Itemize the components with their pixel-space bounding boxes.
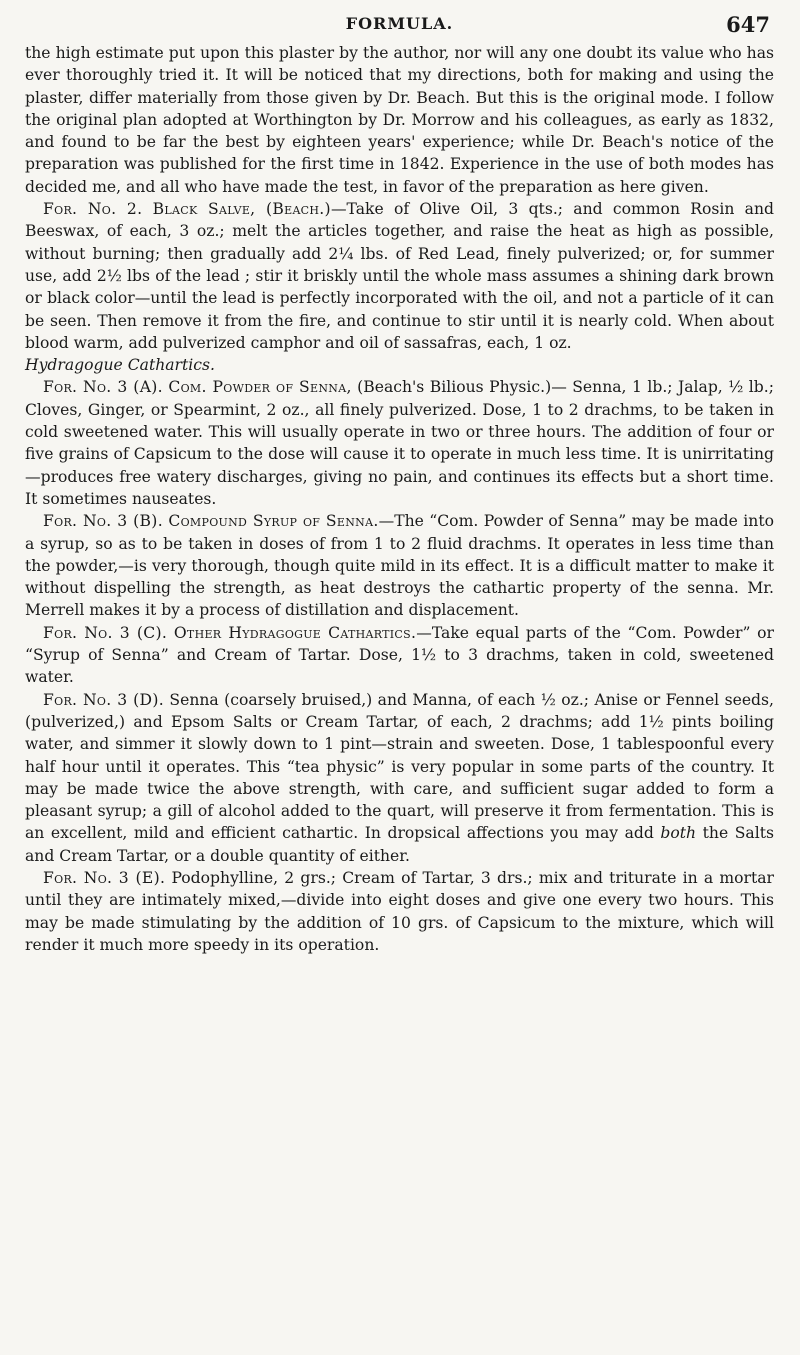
formula-title: Other Hydragogue Cathartics. [173, 623, 417, 642]
section-heading: Hydragogue Cathartics. [25, 356, 215, 375]
page-number: 647 [726, 12, 770, 37]
formula-text: —Take equal parts of the “Com. Powder” or “Syrup of Senna” and Cream of Tartar. Dose, 1½ to 3 drachms, taken in cold, sweetened water. [25, 623, 774, 687]
formula-3e-paragraph [25, 867, 774, 956]
formula-label: For. No. 3 (B). [43, 512, 163, 531]
formula-text: Senna (coarsely bruised,) and Manna, of each ½ oz.; Anise or Fennel seeds, (pulverized,) and Epsom Salts or Cream Tartar, of each, 2 drachms; add 1½ pints boiling water, and simmer it slowly down to 1 pint—strain and sweeten. Dose, 1 tablespoonful every half hour until it operates. This “tea physic” is very popular in some parts of the country. It may be made twice the above strength, with care, and sufficient sugar added to form a pleasant syrup; a gill of alcohol added to the quart, will preserve it from fermentation. This is an excellent, mild and efficient cathartic. In dropsical affections you may add [25, 690, 774, 843]
formula-title: Black Salve, (Beach.) [152, 200, 331, 219]
emphasis-text: both [660, 824, 697, 843]
page-header [25, 8, 774, 42]
formula-label: For. No. 3 (D). [43, 690, 164, 709]
formula-text: (Beach's Bilious Physic.)— Senna, 1 lb.; Jalap, ½ lb.; Cloves, Ginger, or Spearmint, 2 oz., all finely pulverized. Dose, 1 to 2 drachms, to be taken in cold sweetened water. This will usually operate in two or three hours. The addition of four or five grains of Capsicum to the dose will cause it to operate in much less time. It is unirritating—produces free watery discharges, giving no pain, and continues its effects but a short time. It sometimes nauseates. [25, 378, 774, 508]
formula-title: Compound Syrup of Senna. [168, 512, 379, 531]
formula-text: —Take of Olive Oil, 3 qts.; and common Rosin and Beeswax, of each, 3 oz.; melt the articles together, and raise the heat as high as possible, without burning; then gradually add 2¼ lbs. of Red Lead, finely pulverized; or, for summer use, add 2½ lbs of the lead ; stir it briskly until the whole mass assumes a shining dark brown or black color—until the lead is perfectly incorporated with the oil, and not a particle of it can be seen. Then remove it from the fire, and continue to stir until it is nearly cold. When about blood warm, add pulverized camphor and oil of sassafras, each, 1 oz. [25, 200, 774, 352]
formula-3a-paragraph [25, 376, 774, 510]
paragraph-continuation: the high estimate put upon this plaster by the author, nor will any one doubt its value who has ever thoroughly tried it. It will be noticed that my directions, both for making and using the plaster, differ materially from those given by Dr. Beach. But this is the original mode. I follow the original plan adopted at Worthington by Dr. Morrow and his colleagues, as early as 1832, and found to be far the best by eighteen years' experience; while Dr. Beach's notice of the preparation was published for the first time in 1842. Experience in the use of both modes has decided me, and all who have made the test, in favor of the preparation as here given. [25, 44, 774, 196]
formula-label: For. No. 3 (C). [43, 623, 168, 642]
running-head: FORMULA. [345, 14, 454, 33]
formula-title: Com. Powder of Senna, [168, 378, 352, 397]
formula-label: For. No. 3 (E). [43, 868, 166, 887]
formula-3b-paragraph [25, 510, 774, 621]
formula-3c-paragraph [25, 622, 774, 689]
formula-label: For. No. 3 (A). [43, 378, 163, 397]
formula-text: —The “Com. Powder of Senna” may be made into a syrup, so as to be taken in doses of from 1 to 2 fluid drachms. It operates in less time than the powder,—is very thorough, though quite mild in its effect. It is a difficult matter to make it without dispelling the strength, as heat destroys the cathartic property of the senna. Mr. Merrell makes it by a process of distillation and displacement. [25, 512, 774, 620]
formula-text-end: the Salts and Cream Tartar, or a double quantity of either. [25, 824, 774, 865]
formula-3d-paragraph [25, 689, 774, 867]
body-text [25, 42, 774, 956]
formula-2-paragraph [25, 198, 774, 354]
formula-label: For. No. 2. [43, 200, 143, 219]
formula-text: Podophylline, 2 grs.; Cream of Tartar, 3 drs.; mix and triturate in a mortar until they are intimately mixed,—divide into eight doses and give one every two hours. This may be made stimulating by the addition of 10 grs. of Capsicum to the mixture, which will render it much more speedy in its operation. [25, 868, 774, 954]
